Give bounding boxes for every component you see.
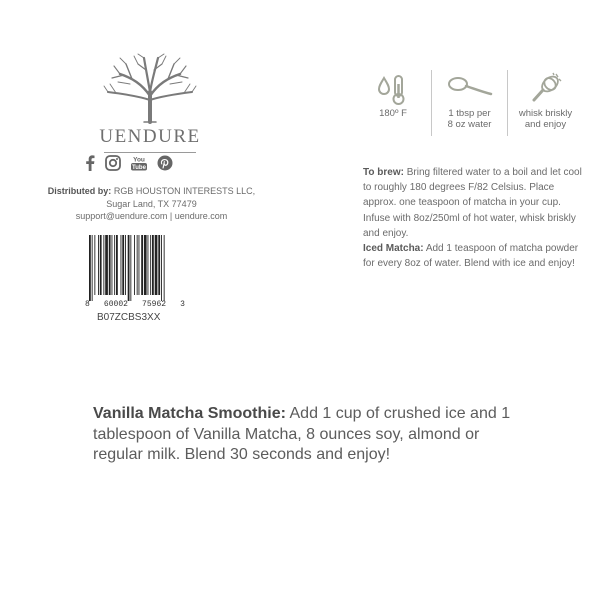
barcode-bar — [144, 235, 147, 295]
support-email[interactable]: support@uendure.com — [75, 211, 168, 221]
barcode-check-digit: 3 — [180, 300, 185, 309]
brew-instructions — [363, 165, 588, 271]
barcode-bar — [109, 235, 111, 295]
barcode-bar — [100, 235, 102, 295]
barcode-bar — [164, 235, 165, 301]
social-links — [84, 155, 173, 171]
iced-text: Add 1 teaspoon of matcha powder for every 8oz of water. Blend with ice and enjoy! — [363, 243, 579, 270]
barcode-bar — [112, 235, 113, 295]
barcode-bar — [150, 235, 151, 295]
barcode-group-1: 60002 — [103, 300, 128, 309]
contact-line — [10, 210, 293, 223]
distributor-location: Sugar Land, TX 77479 — [106, 198, 197, 209]
whisk-icon — [529, 72, 563, 106]
prep-amount — [431, 70, 507, 136]
smoothie-label: Vanilla Matcha Smoothie: — [93, 405, 286, 422]
barcode-bar — [114, 235, 115, 295]
barcode — [85, 235, 185, 301]
barcode-lead-digit: 8 — [85, 300, 90, 309]
barcode-bar — [89, 235, 91, 301]
whisk-line-1: whisk briskly — [518, 108, 573, 119]
brand-underline — [104, 152, 196, 153]
water-drop-thermometer-icon — [376, 72, 410, 106]
barcode-bar — [94, 235, 95, 295]
barcode-bar — [148, 235, 149, 295]
youtube-icon[interactable] — [130, 155, 148, 171]
distributor-company: RGB HOUSTON INTERESTS LLC, — [113, 186, 256, 196]
barcode-bar — [122, 235, 124, 295]
asin-code: B07ZCBS3XX — [97, 312, 161, 323]
whisk-line-2: and enjoy — [524, 119, 567, 130]
distributor-label: Distributed by: — [47, 186, 112, 196]
brand-block — [60, 52, 240, 153]
barcode-group-2: 75962 — [142, 300, 167, 309]
amount-line-1: 1 tbsp per — [448, 108, 491, 119]
distributor-line — [10, 185, 293, 198]
barcode-bar — [134, 235, 135, 295]
barcode-numbers — [85, 300, 185, 309]
preparation-steps — [355, 70, 585, 136]
distributor-info — [10, 185, 293, 223]
instagram-icon[interactable] — [105, 155, 121, 171]
barcode-bar — [116, 235, 118, 295]
svg-text:Tube: Tube — [132, 165, 146, 171]
barcode-bar — [158, 235, 160, 295]
barcode-bar — [128, 235, 130, 301]
barcode-bar — [141, 235, 143, 295]
tree-logo-icon — [102, 52, 198, 124]
prep-temperature — [355, 70, 431, 136]
spoon-icon — [447, 74, 493, 104]
barcode-bar — [92, 235, 93, 301]
brand-name: UENDURE — [99, 126, 201, 147]
brew-label: To brew: — [363, 167, 404, 178]
smoothie-recipe — [93, 404, 533, 466]
barcode-bar — [152, 235, 154, 295]
website-link[interactable]: uendure.com — [174, 211, 228, 221]
barcode-bar — [125, 235, 126, 295]
barcode-bar — [98, 235, 99, 295]
smoothie-text: Add 1 cup of crushed ice and 1 tablespoon of Vanilla Matcha, 8 ounces soy, almond or regular milk. Blend 30 seconds and enjoy! — [93, 405, 511, 463]
iced-label: Iced Matcha: — [363, 243, 424, 255]
contact-separator: | — [169, 211, 173, 221]
iced-paragraph — [363, 241, 588, 271]
amount-line-2: 8 oz water — [447, 119, 492, 130]
whisk-label — [519, 108, 572, 130]
prep-whisk — [507, 70, 583, 136]
brew-text: Bring filtered water to a boil and let cool to roughly 180 degrees F/82 Celsius. Place approx. one teaspoon of matcha in your cup. Infuse with 8oz/250ml of hot water, whisk briskly and enjoy. — [363, 167, 582, 239]
barcode-bar — [103, 235, 104, 295]
pinterest-icon[interactable] — [157, 155, 173, 171]
barcode-bar — [155, 235, 158, 295]
barcode-bar — [139, 235, 140, 295]
svg-text:You: You — [133, 156, 145, 164]
barcode-bar — [137, 235, 138, 295]
barcode-bar — [161, 235, 162, 301]
barcode-bar — [130, 235, 131, 301]
temperature-label: 180º F — [379, 108, 407, 119]
brew-paragraph — [363, 165, 588, 241]
facebook-icon[interactable] — [84, 155, 96, 171]
barcode-bar — [121, 235, 122, 295]
amount-label — [448, 108, 492, 130]
barcode-bar — [105, 235, 108, 295]
